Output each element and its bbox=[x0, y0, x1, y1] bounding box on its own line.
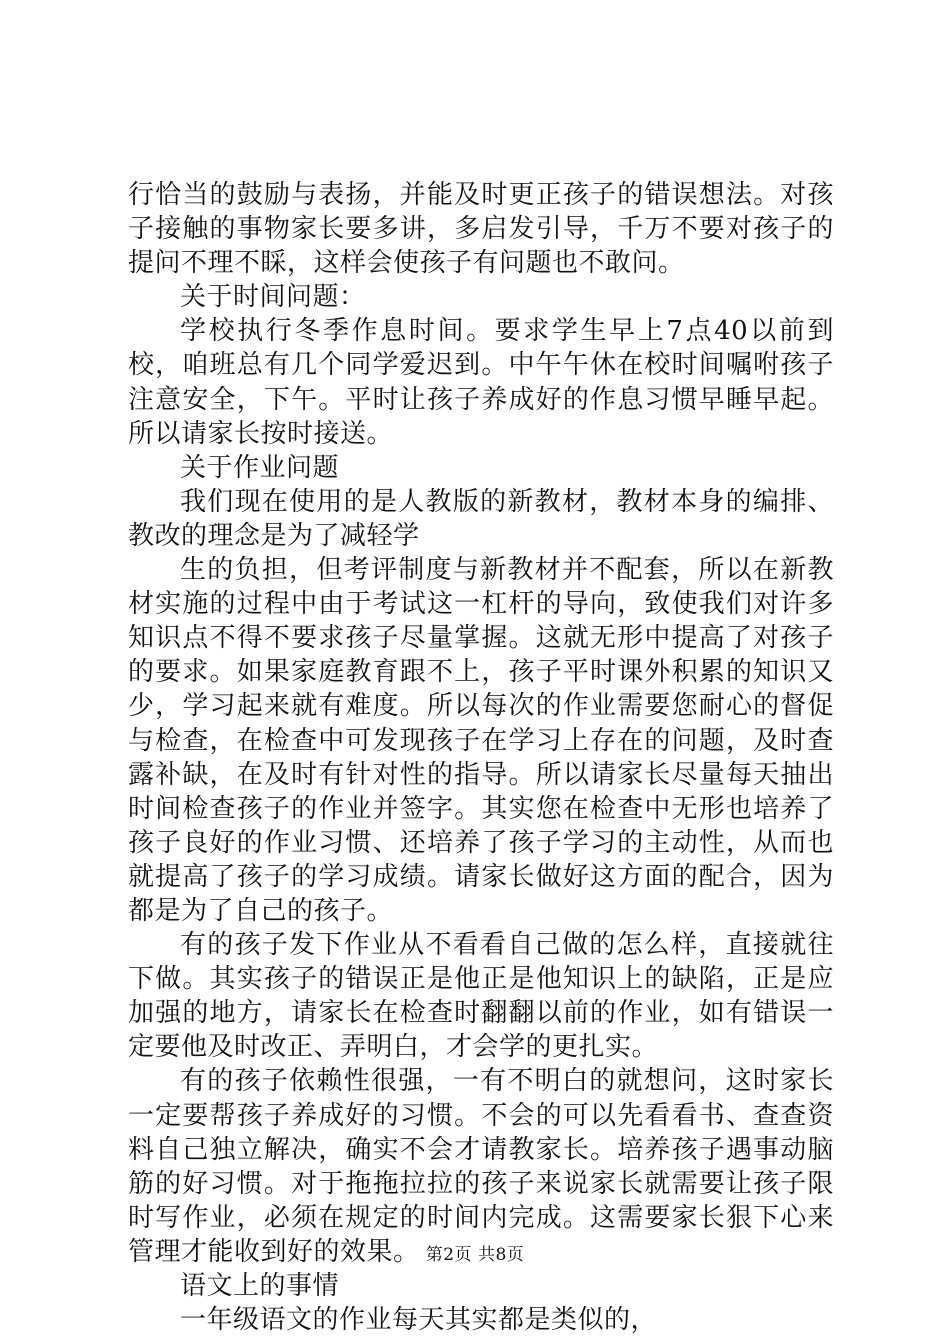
paragraph-chinese-homework: 一年级语文的作业每天其实都是类似的， bbox=[180, 1305, 658, 1336]
heading-homework-issue: 关于作业问题 bbox=[180, 452, 340, 483]
paragraph-textbook: 我们现在使用的是人教版的新教材，教材本身的编排、教改的理念是为了减轻学 bbox=[128, 486, 834, 551]
heading-chinese-matters: 语文上的事情 bbox=[180, 1271, 340, 1301]
paragraph-dependency: 有的孩子依赖性很强，一有不明白的就想问，这时家长一定要帮孩子养成好的习惯。不会的可以先看看书、查查资料自己独立解决，确实不会才请教家长。培养孩子遇事动脑筋的好习惯。对于拖拖拉拉的孩子来说家长就需要让孩子限时写作业，必须在规定的时间内完成。这需要家长狠下心来管理才能收到好的效果。 bbox=[128, 1066, 834, 1267]
paragraph-1: 行恰当的鼓励与表扬，并能及时更正孩子的错误想法。对孩子接触的事物家长要多讲，多启发引导，千万不要对孩子的提问不理不睬，这样会使孩子有问题也不敢问。 bbox=[128, 180, 834, 279]
heading-time-issue: 关于时间问题： bbox=[180, 282, 366, 313]
paragraph-schedule: 学校执行冬季作息时间。要求学生早上7点40以前到校，咱班总有几个同学爱迟到。中午午休在校时间嘱咐孩子注意安全，下午。平时让孩子养成好的作息习惯早睡早起。所以请家长按时接送。 bbox=[128, 316, 834, 449]
page-number-footer: 第2页 共8页 bbox=[425, 1245, 525, 1265]
paragraph-check-mistakes: 有的孩子发下作业从不看看自己做的怎么样，直接就往下做。其实孩子的错误正是他正是他知识上的缺陷，正是应加强的地方，请家长在检查时翻翻以前的作业，如有错误一定要他及时改正、弄明白，才会学的更扎实。 bbox=[128, 930, 834, 1063]
paragraph-burden: 生的负担，但考评制度与新教材并不配套，所以在新教材实施的过程中由于考试这一杠杆的导向，致使我们对许多知识点不得不要求孩子尽量掌握。这就无形中提高了对孩子的要求。如果家庭教育跟不上，孩子平时课外积累的知识又少，学习起来就有难度。所以每次的作业需要您耐心的督促与检查，在检查中可发现孩子在学习上存在的问题，及时查露补缺，在及时有针对性的指导。所以请家长尽量每天抽出时间检查孩子的作业并签字。其实您在检查中无形也培养了孩子良好的作业习惯、还培养了孩子学习的主动性，从而也就提高了孩子的学习成绩。请家长做好这方面的配合，因为都是为了自己的孩子。 bbox=[128, 555, 834, 926]
document-body bbox=[128, 178, 834, 1337]
